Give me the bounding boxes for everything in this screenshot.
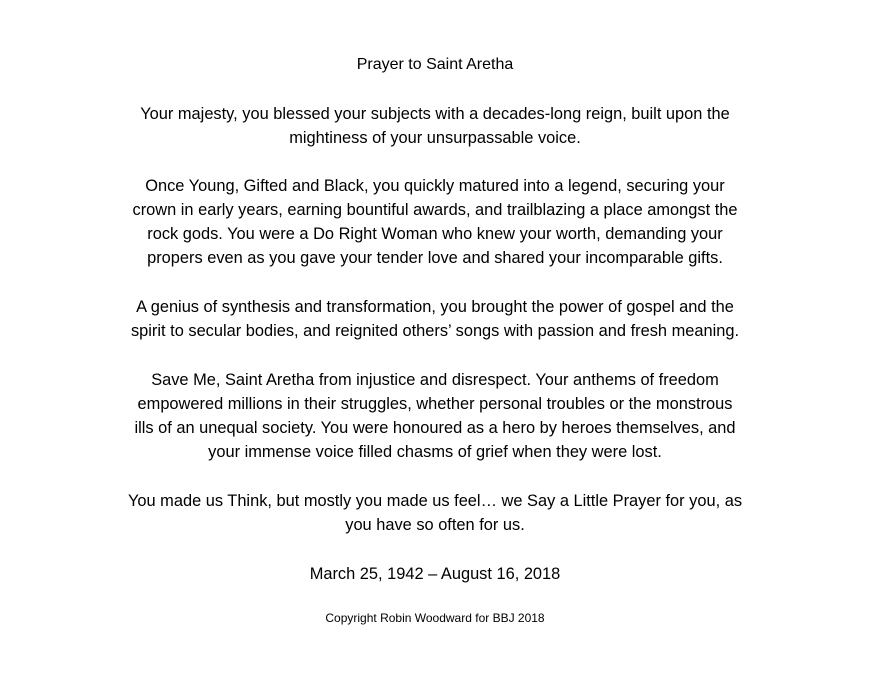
paragraph-young-gifted xyxy=(60,174,810,270)
paragraph-genius xyxy=(60,295,810,343)
paragraph-line: crown in early years, earning bountiful awards, and trailblazing a place amongst the xyxy=(132,201,738,219)
paragraph-think xyxy=(60,489,810,537)
document-title: Prayer to Saint Aretha xyxy=(356,56,514,73)
paragraph-line: rock gods. You were a Do Right Woman who knew your worth, demanding your xyxy=(147,225,723,243)
paragraph-line: spirit to secular bodies, and reignited others’ songs with passion and fresh meaning. xyxy=(130,322,739,340)
paragraph-line: Your majesty, you blessed your subjects with a decades-long reign, built upon the xyxy=(140,105,730,123)
paragraph-line: You made us Think, but mostly you made us feel… we Say a Little Prayer for you, as xyxy=(127,492,743,510)
paragraph-line: mightiness of your unsurpassable voice. xyxy=(289,129,581,147)
paragraph-line: ills of an unequal society. You were honoured as a hero by heroes themselves, and xyxy=(134,419,736,437)
paragraph-save-me xyxy=(60,368,810,464)
paragraph-line: propers even as you gave your tender love and shared your incomparable gifts. xyxy=(147,249,723,267)
paragraph-line: Save Me, Saint Aretha from injustice and disrespect. Your anthems of freedom xyxy=(151,371,719,389)
life-dates: March 25, 1942 – August 16, 2018 xyxy=(309,565,561,583)
paragraph-majesty xyxy=(60,102,810,150)
paragraph-line: A genius of synthesis and transformation, you brought the power of gospel and the xyxy=(136,298,734,316)
paragraph-line: your immense voice filled chasms of grief when they were lost. xyxy=(208,443,662,461)
paragraph-line: empowered millions in their struggles, whether personal troubles or the monstrous xyxy=(137,395,733,413)
paragraph-line: Once Young, Gifted and Black, you quickly matured into a legend, securing your xyxy=(145,177,725,195)
copyright-notice: Copyright Robin Woodward for BBJ 2018 xyxy=(325,611,545,625)
paragraph-line: you have so often for us. xyxy=(345,516,525,534)
